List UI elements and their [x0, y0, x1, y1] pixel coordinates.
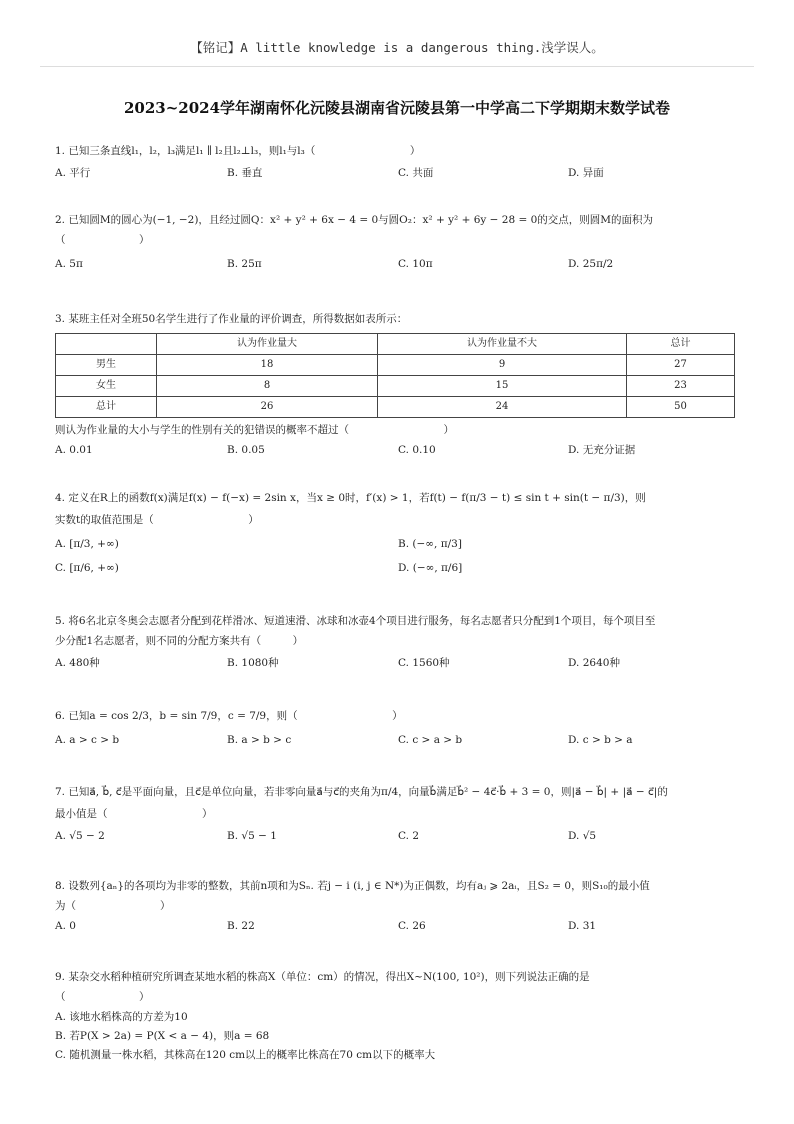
- option-d[interactable]: D. 异面: [568, 167, 604, 179]
- option-row: [55, 918, 740, 936]
- option-c[interactable]: C. 1560种: [398, 657, 450, 669]
- question-stem: 5. 将6名北京冬奥会志愿者分配到花样滑冰、短道速滑、冰球和冰壶4个项目进行服务，每名志愿者只分配到1个项目，每个项目至: [55, 615, 656, 627]
- option-row: [55, 732, 740, 750]
- option-c[interactable]: C. 10π: [398, 258, 433, 270]
- table-cell: 女生: [56, 376, 157, 397]
- table-cell: 24: [378, 397, 627, 418]
- question-stem: 1. 已知三条直线l₁，l₂，l₃满足l₁ ∥ l₂且l₂⊥l₃，则l₁与l₃（ ）: [55, 145, 421, 157]
- option-a[interactable]: A. 0.01: [55, 444, 93, 456]
- option-row: [55, 165, 740, 183]
- table-cell: 总计: [56, 397, 157, 418]
- question-stem-cont: 最小值是（ ）: [55, 808, 213, 820]
- option-d[interactable]: D. c > b > a: [568, 734, 633, 746]
- option-list: [55, 1009, 740, 1063]
- question-2: [55, 212, 740, 274]
- option-b[interactable]: B. a > b > c: [227, 734, 292, 746]
- table-header-cell: [56, 334, 157, 355]
- table-row: [56, 355, 735, 376]
- question-5: [55, 613, 740, 673]
- option-row: [55, 442, 740, 460]
- option-a[interactable]: A. [π/3, +∞): [55, 538, 119, 550]
- option-c[interactable]: C. c > a > b: [398, 734, 463, 746]
- table-header-row: [56, 334, 735, 355]
- question-stem-cont: 为（ ）: [55, 900, 171, 912]
- table-cell: 9: [378, 355, 627, 376]
- option-b[interactable]: B. 垂直: [227, 167, 263, 179]
- option-b[interactable]: B. √5 − 1: [227, 830, 277, 842]
- question-followup: 则认为作业量的大小与学生的性别有关的犯错误的概率不超过（ ）: [55, 424, 454, 436]
- option-row: [55, 828, 740, 846]
- question-stem: 3. 某班主任对全班50名学生进行了作业量的评价调查，所得数据如表所示：: [55, 313, 408, 325]
- option-d[interactable]: D. 25π/2: [568, 258, 614, 270]
- option-c[interactable]: C. 26: [398, 920, 426, 932]
- option-a[interactable]: A. 平行: [55, 167, 91, 179]
- table-cell: 27: [627, 355, 735, 376]
- option-row: [55, 536, 740, 554]
- question-7: [55, 784, 740, 846]
- option-c[interactable]: C. 共面: [398, 167, 434, 179]
- option-b[interactable]: B. 22: [227, 920, 255, 932]
- option-d[interactable]: D. 31: [568, 920, 597, 932]
- option-a[interactable]: A. 该地水稻株高的方差为10: [55, 1011, 188, 1023]
- table-cell: 男生: [56, 355, 157, 376]
- header-divider: [40, 66, 754, 67]
- table-header-cell: 认为作业量不大: [378, 334, 627, 355]
- option-c[interactable]: C. 随机测量一株水稻，其株高在120 cm以上的概率比株高在70 cm以下的概率大: [55, 1049, 436, 1061]
- option-c[interactable]: C. [π/6, +∞): [55, 562, 119, 574]
- table-header-cell: 总计: [627, 334, 735, 355]
- question-stem: 4. 定义在R上的函数f(x)满足f(x) − f(−x) = 2sin x，当x ≥ 0时，f′(x) > 1，若f(t) − f(π/3 − t) ≤ sin t + sin(t − π/3)，则: [55, 492, 646, 504]
- option-d[interactable]: D. (−∞, π/6]: [398, 562, 463, 574]
- table-cell: 26: [157, 397, 378, 418]
- option-b[interactable]: B. 若P(X > 2a) = P(X < a − 4)，则a = 68: [55, 1030, 270, 1042]
- page-motto: 【铭记】A little knowledge is a dangerous thing.浅学误人。: [190, 40, 604, 55]
- table-header-cell: 认为作业量大: [157, 334, 378, 355]
- exam-title: 2023~2024学年湖南怀化沅陵县湖南省沅陵县第一中学高二下学期期末数学试卷: [123, 99, 671, 117]
- option-c[interactable]: C. 2: [398, 830, 420, 842]
- answer-paren: （ ）: [55, 991, 150, 1003]
- survey-table: [55, 333, 735, 418]
- option-row: [55, 655, 740, 673]
- table-cell: 8: [157, 376, 378, 397]
- table-cell: 15: [378, 376, 627, 397]
- question-6: [55, 708, 740, 750]
- question-1: [55, 143, 740, 183]
- table-cell: 23: [627, 376, 735, 397]
- option-c[interactable]: C. 0.10: [398, 444, 436, 456]
- question-stem: 9. 某杂交水稻种植研究所调查某地水稻的株高X（单位：cm）的情况，得出X~N(100, 10²)，则下列说法正确的是: [55, 971, 590, 983]
- question-stem-cont: 实数t的取值范围是（ ）: [55, 514, 259, 526]
- option-a[interactable]: A. 480种: [55, 657, 100, 669]
- question-9: [55, 969, 740, 1063]
- option-b[interactable]: B. 1080种: [227, 657, 279, 669]
- option-row: [55, 256, 740, 274]
- question-stem-cont: 少分配1名志愿者，则不同的分配方案共有（ ）: [55, 635, 304, 647]
- answer-paren: （ ）: [55, 234, 150, 246]
- option-d[interactable]: D. 2640种: [568, 657, 620, 669]
- question-stem: 2. 已知圆M的圆心为(−1, −2)，且经过圆Q：x² + y² + 6x − 4 = 0与圆O₂：x² + y² + 6y − 28 = 0的交点，则圆M的面积为: [55, 214, 654, 226]
- table-row: [56, 397, 735, 418]
- table-cell: 50: [627, 397, 735, 418]
- option-b[interactable]: B. (−∞, π/3]: [398, 538, 462, 550]
- option-b[interactable]: B. 25π: [227, 258, 262, 270]
- option-d[interactable]: D. 无充分证据: [568, 444, 636, 456]
- option-a[interactable]: A. √5 − 2: [55, 830, 105, 842]
- option-row: [55, 560, 740, 578]
- question-stem: 7. 已知a⃗, b⃗, c⃗是平面向量，且c⃗是单位向量，若非零向量a⃗与c⃗的夹角为π/4，向量b⃗满足b⃗² − 4c⃗·b⃗ + 3 = 0，则|a⃗ − b⃗| + |a⃗ − c⃗|的: [55, 786, 668, 798]
- table-row: [56, 376, 735, 397]
- question-3: [55, 311, 740, 460]
- question-4: [55, 490, 740, 578]
- question-8: [55, 878, 740, 936]
- question-stem: 8. 设数列{aₙ}的各项均为非零的整数，其前n项和为Sₙ. 若j − i (i, j ∈ N*)为正偶数，均有aⱼ ⩾ 2aᵢ，且S₂ = 0，则S₁₀的最小值: [55, 880, 650, 892]
- option-a[interactable]: A. 5π: [55, 258, 83, 270]
- table-cell: 18: [157, 355, 378, 376]
- option-a[interactable]: A. a > c > b: [55, 734, 120, 746]
- option-b[interactable]: B. 0.05: [227, 444, 265, 456]
- question-stem: 6. 已知a = cos 2/3，b = sin 7/9，c = 7/9，则（ ）: [55, 710, 403, 722]
- option-d[interactable]: D. √5: [568, 830, 597, 842]
- option-a[interactable]: A. 0: [55, 920, 76, 932]
